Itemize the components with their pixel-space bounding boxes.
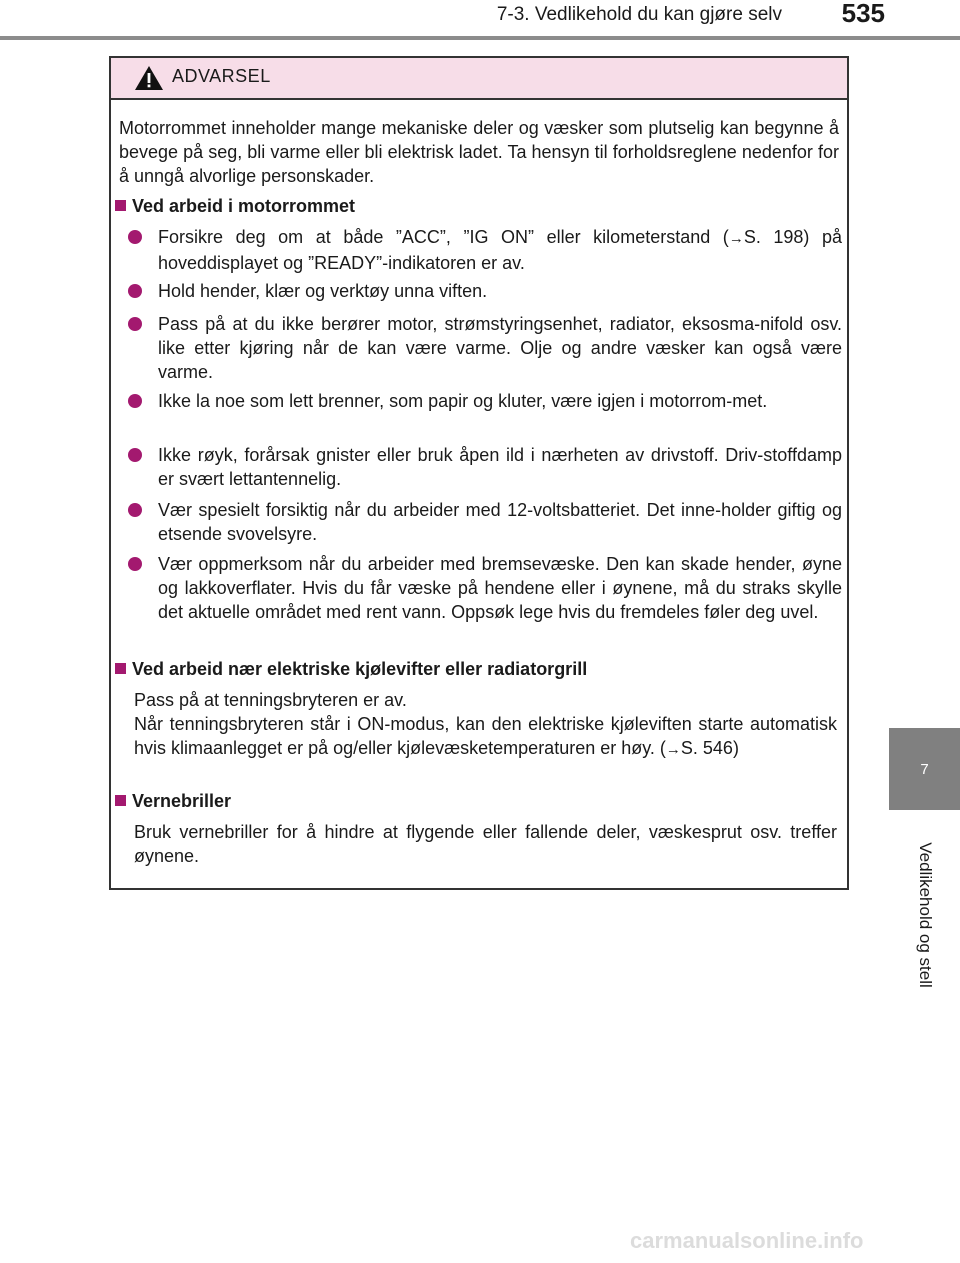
section-text bbox=[134, 688, 837, 762]
bullet-icon bbox=[128, 284, 142, 298]
list-item bbox=[128, 552, 842, 624]
watermark-logo: carmanualsonline.info bbox=[630, 1228, 864, 1253]
bullet-icon bbox=[128, 503, 142, 517]
warning-triangle-icon bbox=[134, 65, 164, 91]
section-heading-text: Ved arbeid i motorrommet bbox=[132, 196, 356, 216]
section-title: 7-3. Vedlikehold du kan gjøre selv bbox=[496, 4, 782, 25]
header-divider bbox=[0, 36, 960, 40]
chapter-number: 7 bbox=[920, 760, 929, 778]
warning-header bbox=[111, 58, 847, 100]
list-item-text: Ikke røyk, forårsak gnister eller bruk åpen ild i nærheten av drivstoff. Driv-stoffdamp er svært lettantennelig. bbox=[158, 445, 842, 489]
chapter-tab bbox=[889, 728, 960, 810]
list-item bbox=[128, 225, 842, 275]
bullet-icon bbox=[128, 557, 142, 571]
section-heading-text: Ved arbeid nær elektriske kjølevifter eller radiatorgrill bbox=[132, 659, 588, 679]
list-item bbox=[128, 443, 842, 491]
square-bullet-icon bbox=[115, 663, 126, 674]
section-heading bbox=[115, 789, 231, 813]
section-heading bbox=[115, 194, 355, 218]
page-number: 535 bbox=[841, 0, 885, 28]
list-item bbox=[128, 498, 842, 546]
bullet-icon bbox=[128, 230, 142, 244]
bullet-icon bbox=[128, 394, 142, 408]
list-item-text: Vær oppmerksom når du arbeider med bremsevæske. Den kan skade hender, øyne og lakkoverflater. Hvis du får væske på hendene eller i øynene, må du straks skylle det aktuelle området med rent vann. Oppsøk lege hvis du fremdeles føler deg uvel. bbox=[158, 554, 842, 622]
chapter-label-text: Vedlikehold og stell bbox=[916, 842, 935, 988]
section-line: Pass på at tenningsbryteren er av. bbox=[134, 690, 407, 710]
list-item bbox=[128, 312, 842, 384]
list-item bbox=[128, 279, 842, 303]
arrow-icon: → bbox=[728, 230, 744, 247]
section-text: Bruk vernebriller for å hindre at flygende eller fallende deler, væskesprut osv. treffer øynene. bbox=[134, 822, 837, 866]
section-line: S. 546) bbox=[680, 738, 739, 758]
section-heading-text: Vernebriller bbox=[132, 791, 232, 811]
list-item-text: S. 198) på hoveddisplayet og ”READY”-indikatoren er av. bbox=[158, 227, 842, 273]
list-item-text: Hold hender, klær og verktøy unna viften. bbox=[158, 281, 488, 301]
list-item-text: Ikke la noe som lett brenner, som papir og kluter, være igjen i motorrom-met. bbox=[158, 391, 768, 411]
warning-intro: Motorrommet inneholder mange mekaniske deler og væsker som plutselig kan begynne å bevege på seg, bli varme eller bli elektrisk ladet. Ta hensyn til forholdsreglene nedenfor for å unngå alvorlige personskader. bbox=[119, 118, 839, 186]
list-item-text: Vær spesielt forsiktig når du arbeider med 12-voltsbatteriet. Det inne-holder giftig og etsende svovelsyre. bbox=[158, 500, 842, 544]
bullet-icon bbox=[128, 448, 142, 462]
chapter-label bbox=[880, 810, 960, 1020]
warning-title: ADVARSEL bbox=[172, 66, 271, 86]
section-heading bbox=[115, 657, 587, 681]
list-item-text: Pass på at du ikke berører motor, strømstyringsenhet, radiator, eksosma-nifold osv. like etter kjøring når de kan være varme. Olje og andre væsker kan også være varme. bbox=[158, 314, 842, 382]
list-item bbox=[128, 389, 842, 413]
section-line: Når tenningsbryteren står i ON-modus, kan den elektriske kjøleviften starte automatisk hvis klimaanlegget er på og/eller kjølevæsketemperaturen er høy. ( bbox=[134, 714, 837, 758]
square-bullet-icon bbox=[115, 795, 126, 806]
bullet-icon bbox=[128, 317, 142, 331]
square-bullet-icon bbox=[115, 200, 126, 211]
arrow-icon: → bbox=[665, 741, 681, 758]
list-item-text: Forsikre deg om at både ”ACC”, ”IG ON” eller kilometerstand ( bbox=[158, 227, 729, 247]
warning-box bbox=[109, 56, 849, 890]
